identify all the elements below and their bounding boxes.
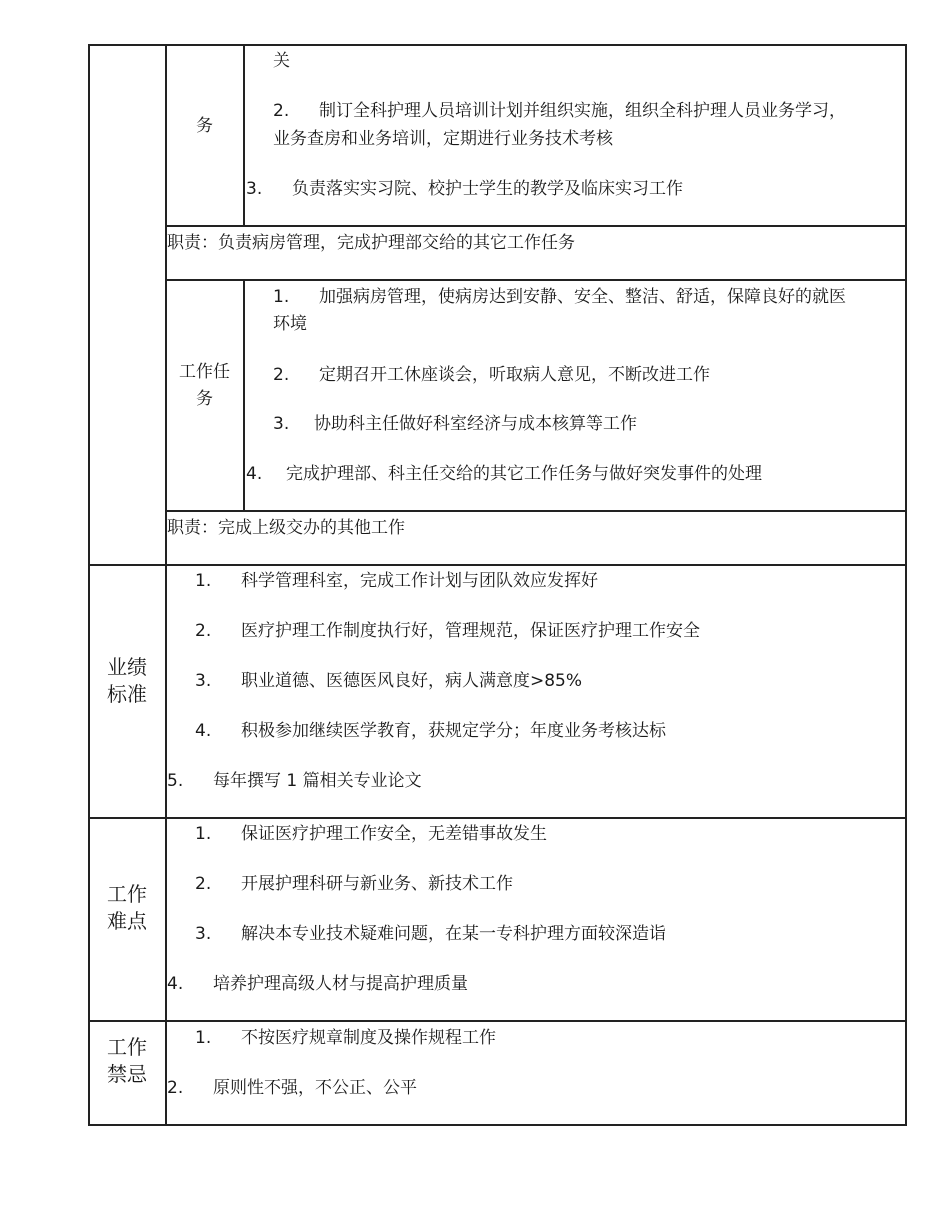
item-text: 业务查房和业务培训，定期进行业务技术考核	[273, 129, 613, 149]
item-text: 职业道德、医德医风良好，病人满意度>85%	[241, 671, 583, 691]
item-text: 保证医疗护理工作安全，无差错事故发生	[241, 824, 547, 844]
performance-item-0	[195, 568, 598, 595]
sub2-label-line2: 务	[196, 389, 213, 409]
performance-item-1	[195, 618, 700, 645]
row-divider-duty1-bottom	[165, 279, 907, 281]
table-top-border	[88, 44, 907, 46]
sub1-item-1	[273, 98, 846, 125]
sub1-item-3	[246, 176, 683, 203]
taboo-item-1	[167, 1075, 417, 1102]
difficulty-item-3	[167, 971, 468, 998]
sub2-label	[166, 359, 243, 413]
item-number: 1.	[195, 824, 212, 844]
sub2-item-0	[273, 284, 846, 311]
sub2-item-4	[246, 461, 762, 488]
item-number: 2.	[273, 101, 290, 121]
item-text: 不按医疗规章制度及操作规程工作	[241, 1028, 496, 1048]
performance-item-4	[167, 768, 422, 795]
item-number: 5.	[167, 771, 184, 791]
item-number: 3.	[195, 671, 212, 691]
sub1-item-0	[273, 48, 290, 75]
item-text: 开展护理科研与新业务、新技术工作	[241, 874, 513, 894]
performance-label-line2: 标准	[107, 682, 147, 706]
sub1-column-divider	[243, 44, 245, 226]
sub1-label: 务	[196, 116, 213, 136]
item-number: 1.	[195, 1028, 212, 1048]
row-divider-duty2-top	[165, 510, 907, 512]
item-number: 4.	[167, 974, 184, 994]
item-number: 4.	[246, 464, 263, 484]
table-bottom-border	[88, 1124, 907, 1126]
sub2-item-1	[273, 311, 307, 338]
section-divider-difficulty	[88, 817, 907, 819]
item-text: 解决本专业技术疑难问题，在某一专科护理方面较深造诣	[241, 924, 666, 944]
sub2-label-line1: 工作任	[179, 362, 230, 382]
item-text: 加强病房管理，使病房达到安静、安全、整洁、舒适，保障良好的就医	[319, 287, 846, 307]
difficulty-item-2	[195, 921, 666, 948]
difficulty-label-line1: 工作	[107, 882, 147, 906]
performance-label	[89, 654, 165, 708]
duty2-text: 职责：完成上级交办的其他工作	[167, 518, 405, 538]
sub1-item-2	[273, 126, 613, 153]
difficulty-label	[89, 881, 165, 935]
sub2-column-divider	[243, 280, 245, 511]
taboo-label-line2: 禁忌	[107, 1062, 147, 1086]
item-text: 关	[273, 51, 290, 71]
performance-label-line1: 业绩	[107, 655, 147, 679]
difficulty-label-line2: 难点	[107, 909, 147, 933]
item-number: 2.	[273, 365, 290, 385]
item-text: 制订全科护理人员培训计划并组织实施，组织全科护理人员业务学习，	[319, 101, 846, 121]
difficulty-item-0	[195, 821, 547, 848]
item-text: 每年撰写 1 篇相关专业论文	[213, 771, 422, 791]
item-number: 2.	[195, 874, 212, 894]
sub2-item-3	[273, 411, 637, 438]
item-text: 积极参加继续医学教育，获规定学分；年度业务考核达标	[241, 721, 666, 741]
label-column-divider	[165, 44, 167, 1125]
table-left-border	[88, 44, 90, 1125]
sub2-item-2	[273, 362, 710, 389]
item-text: 负责落实实习院、校护士学生的教学及临床实习工作	[292, 179, 683, 199]
item-number: 2.	[195, 621, 212, 641]
duty1-text: 职责：负责病房管理，完成护理部交给的其它工作任务	[167, 233, 575, 253]
item-text: 科学管理科室，完成工作计划与团队效应发挥好	[241, 571, 598, 591]
item-number: 3.	[195, 924, 212, 944]
taboo-label	[89, 1034, 165, 1088]
difficulty-item-1	[195, 871, 513, 898]
item-text: 医疗护理工作制度执行好，管理规范，保证医疗护理工作安全	[241, 621, 700, 641]
item-text: 定期召开工休座谈会，听取病人意见，不断改进工作	[319, 365, 710, 385]
taboo-item-0	[195, 1025, 496, 1052]
row-divider-duty1-top	[165, 225, 907, 227]
item-number: 4.	[195, 721, 212, 741]
item-text: 协助科主任做好科室经济与成本核算等工作	[314, 414, 637, 434]
item-text: 完成护理部、科主任交给的其它工作任务与做好突发事件的处理	[286, 464, 762, 484]
performance-item-3	[195, 718, 666, 745]
performance-item-2	[195, 668, 582, 695]
item-text: 培养护理高级人材与提高护理质量	[213, 974, 468, 994]
section-divider-taboo	[88, 1020, 907, 1022]
taboo-label-line1: 工作	[107, 1035, 147, 1059]
item-number: 3.	[273, 414, 290, 434]
item-number: 1.	[273, 287, 290, 307]
item-number: 3.	[246, 179, 263, 199]
item-text: 环境	[273, 314, 307, 334]
item-text: 原则性不强，不公正、公平	[213, 1078, 417, 1098]
item-number: 2.	[167, 1078, 184, 1098]
section-divider-performance	[88, 564, 907, 566]
item-number: 1.	[195, 571, 212, 591]
table-right-border	[905, 44, 907, 1125]
